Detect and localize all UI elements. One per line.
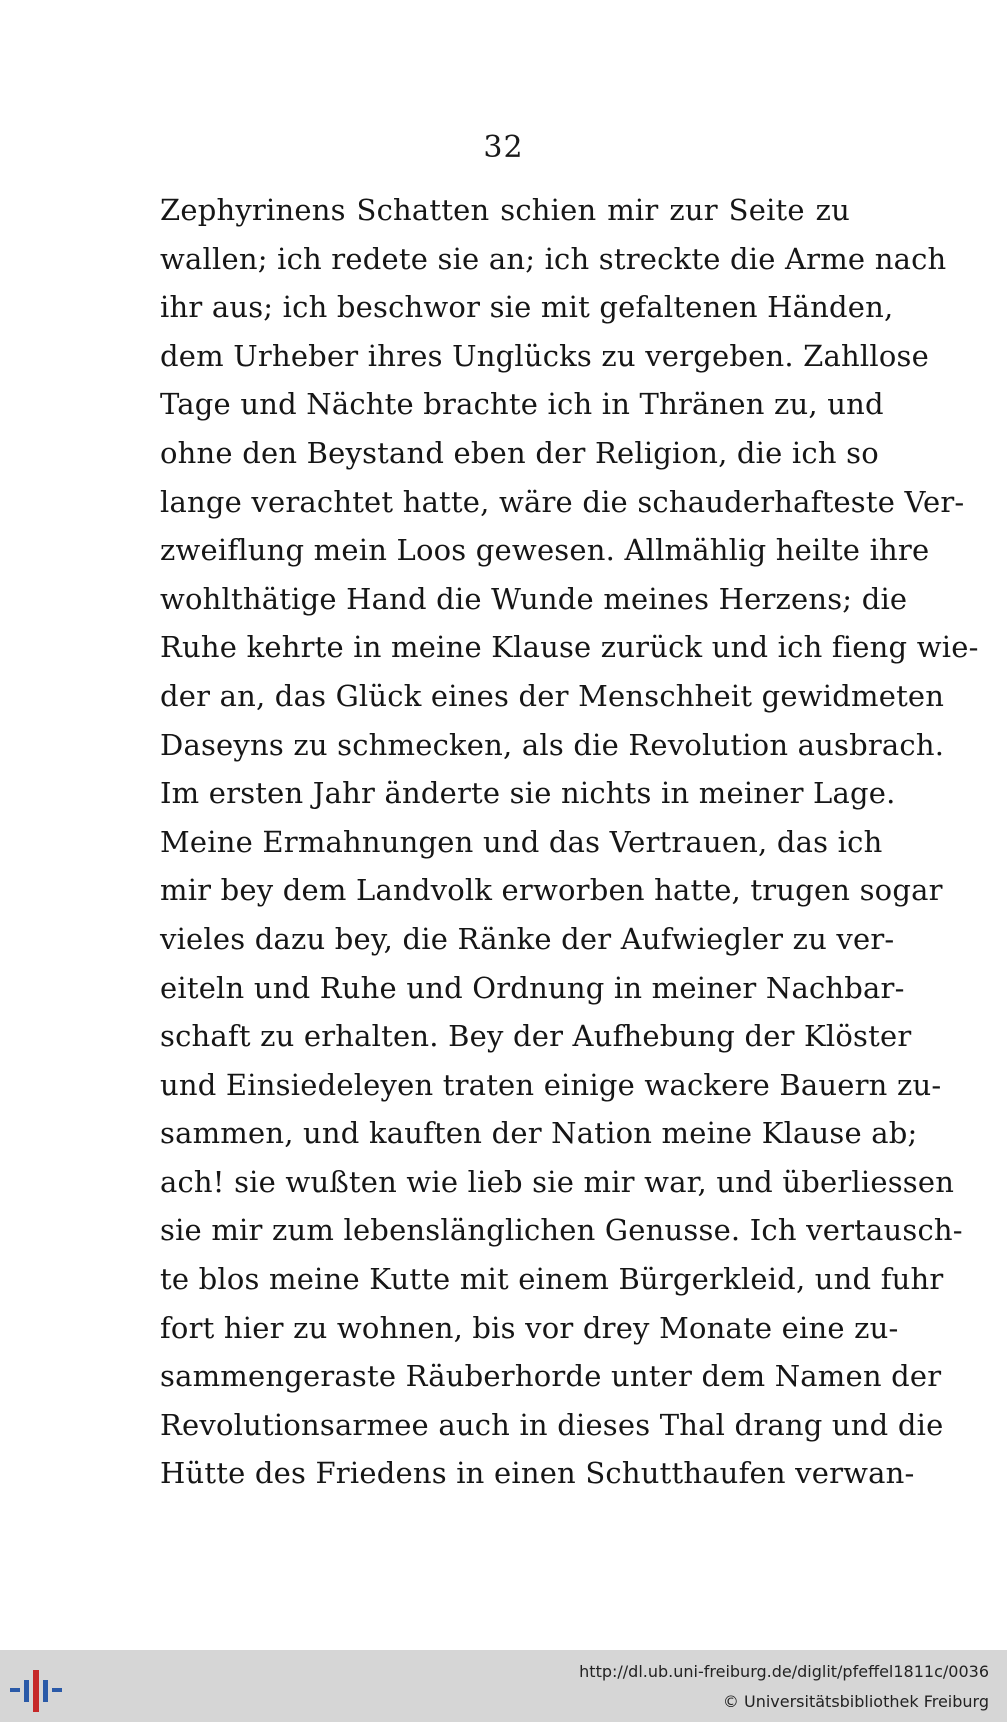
text-line: und Einsiedeleyen traten einige wackere Bauern zu- [160, 1067, 942, 1102]
text-line: dem Urheber ihres Unglücks zu vergeben. Zahllose [160, 338, 929, 373]
text-line: mir bey dem Landvolk erworben hatte, trugen sogar [160, 873, 943, 908]
text-line: Daseyns zu schmecken, als die Revolution ausbrach. [160, 727, 945, 762]
text-line: schaft zu erhalten. Bey der Aufhebung der Klöster [160, 1019, 912, 1054]
ub-freiburg-logo-icon[interactable] [10, 1668, 62, 1714]
text-line: Ruhe kehrte in meine Klause zurück und ich fieng wie- [160, 630, 979, 665]
text-line: te blos meine Kutte mit einem Bürgerkleid, und fuhr [160, 1262, 944, 1297]
footer-bar [0, 1650, 1007, 1722]
text-line: wallen; ich redete sie an; ich streckte die Arme nach [160, 241, 947, 276]
text-line: wohlthätige Hand die Wunde meines Herzens; die [160, 581, 908, 616]
text-line: ach! sie wußten wie lieb sie mir war, und überliessen [160, 1164, 955, 1199]
text-line: sie mir zum lebenslänglichen Genusse. Ich vertausch- [160, 1213, 963, 1248]
text-line: ohne den Beystand eben der Religion, die ich so [160, 435, 879, 470]
text-line: eiteln und Ruhe und Ordnung in meiner Nachbar- [160, 970, 905, 1005]
text-line: sammen, und kauften der Nation meine Klause ab; [160, 1116, 918, 1151]
page-number: 32 [483, 130, 524, 165]
text-line: vieles dazu bey, die Ränke der Aufwiegler zu ver- [160, 921, 895, 956]
text-line: Meine Ermahnungen und das Vertrauen, das ich [160, 824, 883, 859]
text-line: Im ersten Jahr änderte sie nichts in meiner Lage. [160, 776, 896, 811]
text-line: der an, das Glück eines der Menschheit gewidmeten [160, 678, 945, 713]
text-line: Revolutionsarmee auch in dieses Thal drang und die [160, 1407, 944, 1442]
text-line: zweiflung mein Loos gewesen. Allmählig heilte ihre [160, 533, 930, 568]
source-url-link[interactable]: http://dl.ub.uni-freiburg.de/diglit/pfeffel1811c/0036 [579, 1662, 989, 1681]
text-line: ihr aus; ich beschwor sie mit gefaltenen Händen, [160, 290, 894, 325]
text-line: Tage und Nächte brachte ich in Thränen zu, und [160, 387, 884, 422]
body-text [160, 186, 979, 1498]
text-line: Hütte des Friedens in einen Schutthaufen verwan- [160, 1456, 915, 1491]
text-line: lange verachtet hatte, wäre die schauderhafteste Ver- [160, 484, 965, 519]
text-line: sammengeraste Räuberhorde unter dem Namen der [160, 1359, 942, 1394]
copyright-text: © Universitätsbibliothek Freiburg [722, 1692, 989, 1711]
text-line: fort hier zu wohnen, bis vor drey Monate eine zu- [160, 1310, 899, 1345]
text-line: Zephyrinens Schatten schien mir zur Seite zu [160, 193, 850, 227]
